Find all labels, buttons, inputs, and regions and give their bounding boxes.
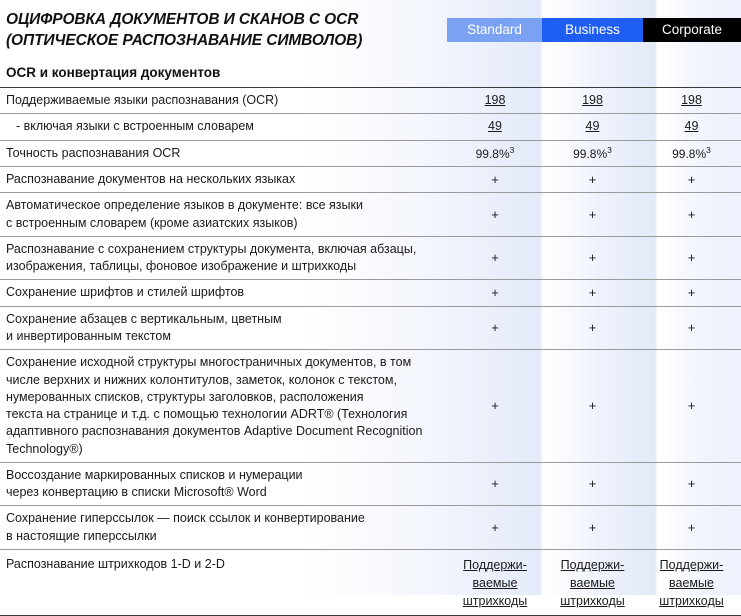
feature-value-cell bbox=[642, 202, 741, 228]
feature-label bbox=[0, 350, 447, 462]
feature-value-cell bbox=[543, 141, 642, 166]
value-link-line: ваемые bbox=[472, 575, 518, 590]
feature-value-cell bbox=[447, 393, 543, 419]
feature-value-cell bbox=[642, 245, 741, 271]
plus-icon: + bbox=[687, 519, 696, 535]
value-text: 99.8% bbox=[475, 146, 510, 161]
table-row bbox=[0, 88, 741, 114]
feature-value-cell bbox=[543, 393, 642, 419]
feature-value-cell bbox=[447, 141, 543, 166]
feature-value-cell bbox=[543, 167, 642, 193]
feature-label-line: Воссоздание маркированных списков и нумерации bbox=[6, 467, 303, 482]
feature-label-line: Technology®) bbox=[6, 441, 83, 456]
value-link[interactable]: 49 bbox=[585, 119, 600, 134]
feature-value-cell bbox=[543, 515, 642, 541]
value-link-line: Поддержи- bbox=[463, 557, 527, 572]
plus-icon: + bbox=[491, 171, 499, 187]
feature-label: Поддерживаемые языки распознавания (OCR) bbox=[6, 93, 279, 107]
section-header-row bbox=[0, 62, 741, 88]
value-link-line: штрихкоды bbox=[462, 594, 528, 609]
plus-icon: + bbox=[588, 285, 597, 301]
feature-value-cell bbox=[642, 515, 741, 541]
value-link-line: ваемые bbox=[669, 575, 714, 590]
feature-value-cell bbox=[642, 167, 741, 193]
value-link-line: ваемые bbox=[570, 575, 615, 590]
feature-label-line: адаптивного распознавания документов Adaptive Document Recognition bbox=[6, 424, 423, 439]
plus-icon: + bbox=[588, 398, 597, 414]
feature-value-cell[interactable] bbox=[447, 114, 543, 139]
feature-label-line: текста на странице и т.д. с помощью технологии ADRT® (Технология bbox=[6, 407, 408, 422]
feature-label: Распознавание документов на нескольких языках bbox=[6, 171, 296, 186]
plus-icon: + bbox=[491, 206, 499, 222]
feature-value-cell bbox=[447, 245, 543, 271]
feature-value-cell[interactable] bbox=[543, 550, 642, 614]
feature-value-cell bbox=[447, 202, 543, 228]
feature-label bbox=[0, 307, 447, 350]
table-row bbox=[0, 463, 741, 507]
feature-label: Распознавание штрихкодов 1-D и 2-D bbox=[6, 556, 225, 571]
tab-standard[interactable] bbox=[447, 18, 542, 42]
feature-label-line: изображения, таблицы, фоновое изображение и штрихкоды bbox=[6, 259, 357, 274]
plus-icon: + bbox=[687, 320, 696, 336]
value-link-line: Поддержи- bbox=[560, 557, 625, 572]
plus-icon: + bbox=[588, 519, 597, 535]
feature-table bbox=[0, 88, 741, 616]
value-link[interactable] bbox=[560, 556, 625, 610]
feature-value-cell bbox=[447, 471, 543, 497]
value-link-line: штрихкоды bbox=[659, 594, 724, 609]
footnote-marker: 3 bbox=[607, 144, 612, 155]
table-row bbox=[0, 307, 741, 351]
value-link-line: Поддержи- bbox=[659, 557, 724, 572]
tab-corporate[interactable] bbox=[643, 18, 741, 42]
plus-icon: + bbox=[687, 398, 696, 414]
table-row bbox=[0, 237, 741, 281]
feature-value-cell[interactable] bbox=[447, 88, 543, 113]
plus-icon: + bbox=[588, 476, 597, 492]
feature-value-cell bbox=[543, 280, 642, 306]
feature-label-line: Распознавание с сохранением структуры документа, включая абзацы, bbox=[6, 241, 417, 256]
value-link[interactable]: 198 bbox=[582, 93, 603, 108]
feature-value-cell bbox=[447, 280, 543, 306]
feature-value-cell[interactable] bbox=[543, 114, 642, 139]
feature-value-cell[interactable] bbox=[543, 88, 642, 113]
plus-icon: + bbox=[588, 250, 597, 266]
table-row bbox=[0, 350, 741, 463]
footnote-marker: 3 bbox=[509, 144, 515, 155]
page-title-line-2: (ОПТИЧЕСКОЕ РАСПОЗНАВАНИЕ СИМВОЛОВ) bbox=[6, 31, 363, 49]
feature-value-cell[interactable] bbox=[642, 88, 741, 113]
feature-label-line: Сохранение исходной структуры многостраничных документов, в том bbox=[6, 355, 412, 370]
feature-value-cell bbox=[543, 245, 642, 271]
table-row bbox=[0, 141, 741, 167]
table-row bbox=[0, 167, 741, 194]
feature-value-cell bbox=[642, 280, 741, 306]
feature-label-line: нумерованных списков, структуры заголовков, расположения bbox=[6, 389, 364, 404]
section-header-label: OCR и конвертация документов bbox=[6, 65, 221, 80]
plus-icon: + bbox=[491, 476, 499, 492]
plus-icon: + bbox=[588, 206, 597, 222]
page-title-line-1: ОЦИФРОВКА ДОКУМЕНТОВ И СКАНОВ С OCR bbox=[6, 11, 359, 28]
feature-value-cell[interactable] bbox=[447, 550, 543, 614]
table-row bbox=[0, 280, 741, 307]
feature-value-cell bbox=[642, 393, 741, 419]
value-link[interactable]: 49 bbox=[488, 119, 502, 134]
feature-value-cell bbox=[642, 315, 741, 341]
value-link[interactable]: 198 bbox=[681, 93, 702, 108]
plus-icon: + bbox=[687, 171, 696, 187]
value-link[interactable] bbox=[463, 556, 528, 610]
plus-icon: + bbox=[687, 476, 696, 492]
plus-icon: + bbox=[687, 250, 696, 266]
value-text: 99.8% bbox=[573, 146, 608, 161]
plus-icon: + bbox=[491, 398, 499, 414]
value-link[interactable]: 49 bbox=[684, 119, 699, 134]
footnote-marker: 3 bbox=[706, 144, 711, 155]
table-row bbox=[0, 550, 741, 616]
feature-value-cell bbox=[543, 202, 642, 228]
value-link[interactable]: 198 bbox=[484, 93, 506, 108]
plus-icon: + bbox=[491, 320, 499, 336]
feature-label: Сохранение шрифтов и стилей шрифтов bbox=[6, 285, 245, 300]
value-text: 99.8% bbox=[672, 146, 707, 161]
plus-icon: + bbox=[687, 285, 696, 301]
tab-standard-label: Standard bbox=[467, 22, 522, 38]
plus-icon: + bbox=[491, 285, 499, 301]
feature-label-line: через конвертацию в списки Microsoft® Word bbox=[6, 485, 267, 500]
plus-icon: + bbox=[588, 320, 597, 336]
feature-value-cell bbox=[543, 471, 642, 497]
plus-icon: + bbox=[588, 171, 597, 187]
plus-icon: + bbox=[491, 250, 499, 266]
feature-label-line: с встроенным словарем (кроме азиатских языков) bbox=[6, 215, 298, 230]
table-row bbox=[0, 193, 741, 237]
feature-label-line: числе верхних и нижних колонтитулов, заметок, колонок с текстом, bbox=[6, 372, 397, 387]
feature-label-line: Сохранение гиперссылок — поиск ссылок и конвертирование bbox=[6, 511, 365, 526]
feature-value-cell bbox=[642, 471, 741, 497]
plus-icon: + bbox=[687, 206, 696, 222]
feature-value-cell[interactable] bbox=[642, 114, 741, 139]
feature-value-cell bbox=[447, 515, 543, 541]
feature-value-cell[interactable] bbox=[642, 550, 741, 614]
tab-business[interactable] bbox=[542, 18, 643, 42]
edition-tabs bbox=[447, 18, 741, 42]
table-row bbox=[0, 506, 741, 550]
feature-label bbox=[0, 506, 447, 549]
tab-business-label: Business bbox=[565, 22, 620, 38]
tab-corporate-label: Corporate bbox=[661, 22, 723, 38]
feature-label-line: Сохранение абзацев с вертикальным, цветным bbox=[6, 311, 282, 326]
value-link[interactable] bbox=[659, 556, 724, 610]
feature-label-line: Автоматическое определение языков в документе: все языки bbox=[6, 198, 363, 213]
feature-value-cell bbox=[642, 141, 741, 166]
feature-value-cell bbox=[447, 315, 543, 341]
feature-label-line: и инвертированным текстом bbox=[6, 329, 171, 344]
page-header bbox=[0, 0, 741, 62]
feature-label: - включая языки с встроенным словарем bbox=[16, 119, 254, 134]
plus-icon: + bbox=[491, 519, 499, 535]
feature-value-cell bbox=[543, 315, 642, 341]
table-row bbox=[0, 114, 741, 140]
page-title bbox=[6, 10, 436, 52]
feature-label bbox=[0, 237, 447, 280]
value-link-line: штрихкоды bbox=[560, 594, 625, 609]
feature-label bbox=[0, 463, 447, 506]
feature-label: Точность распознавания OCR bbox=[6, 145, 181, 160]
feature-value-cell bbox=[447, 167, 543, 193]
feature-label-line: в настоящие гиперссылки bbox=[6, 528, 157, 543]
feature-label bbox=[0, 193, 447, 236]
